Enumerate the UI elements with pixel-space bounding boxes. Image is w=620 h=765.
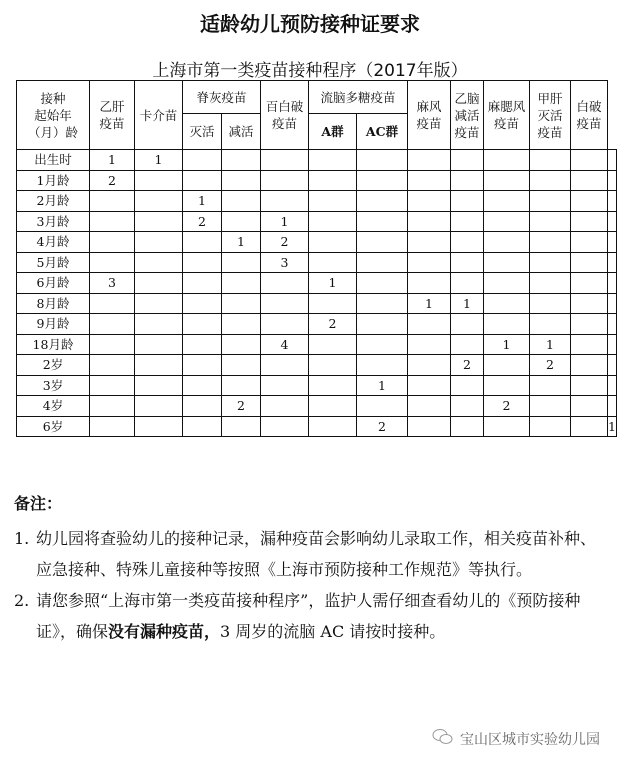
dose-cell <box>135 416 183 437</box>
table-title: 上海市第一类疫苗接种程序（2017年版） <box>152 61 468 81</box>
dose-cell <box>608 191 617 212</box>
dose-cell: 3 <box>90 273 135 294</box>
dose-cell <box>571 293 608 314</box>
dose-cell: 1 <box>451 293 484 314</box>
dose-cell <box>408 334 451 355</box>
age-cell: 6岁 <box>17 416 90 437</box>
dose-cell <box>451 252 484 273</box>
dose-cell <box>357 211 408 232</box>
dose-cell <box>530 170 571 191</box>
table-row <box>17 293 617 314</box>
dose-cell <box>530 211 571 232</box>
column-subheader: 减活 <box>222 114 261 150</box>
dose-cell <box>484 170 530 191</box>
table-row <box>17 355 617 376</box>
dose-cell <box>484 273 530 294</box>
table-row <box>17 211 617 232</box>
dose-cell <box>309 293 357 314</box>
dose-cell: 4 <box>261 334 309 355</box>
note-text <box>36 585 610 647</box>
dose-cell <box>261 150 309 171</box>
dose-cell <box>222 334 261 355</box>
dose-cell <box>571 416 608 437</box>
dose-cell <box>357 293 408 314</box>
dose-cell: 1 <box>608 416 617 437</box>
dose-cell <box>357 252 408 273</box>
dose-cell <box>484 375 530 396</box>
page-title: 适龄幼儿预防接种证要求 <box>200 12 420 36</box>
dose-cell <box>451 314 484 335</box>
dose-cell <box>183 416 222 437</box>
dose-cell <box>135 334 183 355</box>
age-cell: 18月龄 <box>17 334 90 355</box>
dose-cell <box>309 355 357 376</box>
dose-cell <box>135 293 183 314</box>
dose-cell <box>408 150 451 171</box>
dose-cell <box>357 232 408 253</box>
dose-cell <box>135 211 183 232</box>
age-cell: 4岁 <box>17 396 90 417</box>
dose-cell <box>183 293 222 314</box>
dose-cell <box>451 170 484 191</box>
age-cell: 9月龄 <box>17 314 90 335</box>
dose-cell <box>135 314 183 335</box>
dose-cell <box>135 191 183 212</box>
note-item <box>14 585 610 647</box>
age-cell: 4月龄 <box>17 232 90 253</box>
dose-cell <box>261 314 309 335</box>
dose-cell <box>608 170 617 191</box>
dose-cell <box>357 396 408 417</box>
column-header: 麻腮风 疫苗 <box>484 81 530 150</box>
wechat-icon <box>432 728 454 750</box>
dose-cell: 2 <box>357 416 408 437</box>
dose-cell <box>408 232 451 253</box>
dose-cell <box>183 170 222 191</box>
dose-cell <box>451 396 484 417</box>
dose-cell <box>451 211 484 232</box>
age-cell: 1月龄 <box>17 170 90 191</box>
note-text-pre: 请您参照“上海市第一类疫苗接种程序”，监护人需仔细查看幼儿的《预防接种证》，确保 <box>36 591 581 641</box>
column-header: 麻风 疫苗 <box>408 81 451 150</box>
age-cell: 出生时 <box>17 150 90 171</box>
dose-cell <box>530 396 571 417</box>
dose-cell <box>135 252 183 273</box>
column-subheader: 灭活 <box>183 114 222 150</box>
dose-cell <box>571 314 608 335</box>
dose-cell <box>183 355 222 376</box>
dose-cell <box>530 232 571 253</box>
dose-cell <box>571 273 608 294</box>
dose-cell <box>571 355 608 376</box>
dose-cell <box>90 211 135 232</box>
dose-cell <box>571 150 608 171</box>
dose-cell <box>608 293 617 314</box>
dose-cell <box>309 232 357 253</box>
dose-cell <box>608 150 617 171</box>
dose-cell <box>183 273 222 294</box>
dose-cell <box>484 150 530 171</box>
dose-cell <box>608 334 617 355</box>
dose-cell <box>183 232 222 253</box>
dose-cell <box>571 396 608 417</box>
dose-cell: 1 <box>222 232 261 253</box>
age-cell: 2岁 <box>17 355 90 376</box>
dose-cell <box>608 314 617 335</box>
dose-cell <box>408 355 451 376</box>
dose-cell <box>222 293 261 314</box>
dose-cell <box>484 314 530 335</box>
dose-cell <box>222 375 261 396</box>
dose-cell <box>90 293 135 314</box>
note-text-post: 3 周岁的流脑 AC 请按时接种。 <box>220 622 446 641</box>
dose-cell <box>451 150 484 171</box>
table-row <box>17 416 617 437</box>
dose-cell <box>90 375 135 396</box>
dose-cell: 1 <box>357 375 408 396</box>
dose-cell <box>530 273 571 294</box>
dose-cell <box>571 211 608 232</box>
dose-cell <box>183 150 222 171</box>
column-header: 乙肝 疫苗 <box>90 81 135 150</box>
dose-cell <box>451 191 484 212</box>
dose-cell <box>309 252 357 273</box>
dose-cell <box>222 314 261 335</box>
column-subheader: A群 <box>309 114 357 150</box>
dose-cell <box>135 355 183 376</box>
table-row <box>17 150 617 171</box>
dose-cell <box>530 191 571 212</box>
dose-cell <box>90 334 135 355</box>
dose-cell <box>222 170 261 191</box>
dose-cell: 2 <box>484 396 530 417</box>
dose-cell <box>484 211 530 232</box>
dose-cell <box>309 191 357 212</box>
dose-cell <box>309 170 357 191</box>
dose-cell <box>135 170 183 191</box>
dose-cell <box>408 396 451 417</box>
header-age: 接种 起始年 （月）龄 <box>17 81 90 150</box>
dose-cell <box>608 273 617 294</box>
dose-cell: 1 <box>309 273 357 294</box>
dose-cell <box>222 252 261 273</box>
dose-cell <box>484 191 530 212</box>
dose-cell <box>261 191 309 212</box>
dose-cell <box>451 334 484 355</box>
age-cell: 5月龄 <box>17 252 90 273</box>
dose-cell <box>571 232 608 253</box>
dose-cell <box>357 150 408 171</box>
dose-cell <box>357 170 408 191</box>
column-subheader: AC群 <box>357 114 408 150</box>
dose-cell <box>261 396 309 417</box>
dose-cell <box>261 355 309 376</box>
dose-cell <box>90 232 135 253</box>
dose-cell <box>530 150 571 171</box>
dose-cell <box>484 252 530 273</box>
notes <box>14 488 610 647</box>
dose-cell <box>408 416 451 437</box>
dose-cell <box>309 396 357 417</box>
dose-cell <box>261 293 309 314</box>
note-number: 1. <box>14 529 30 548</box>
dose-cell <box>571 252 608 273</box>
dose-cell <box>135 232 183 253</box>
note-text: 幼儿园将查验幼儿的接种记录，漏种疫苗会影响幼儿录取工作，相关疫苗补种、应急接种、特殊儿童接种等按照《上海市预防接种工作规范》等执行。 <box>36 529 597 579</box>
dose-cell <box>608 211 617 232</box>
dose-cell: 1 <box>484 334 530 355</box>
dose-cell <box>90 416 135 437</box>
dose-cell <box>530 416 571 437</box>
dose-cell <box>90 396 135 417</box>
dose-cell <box>484 416 530 437</box>
dose-cell <box>408 211 451 232</box>
dose-cell: 1 <box>183 191 222 212</box>
dose-cell <box>608 396 617 417</box>
dose-cell <box>608 375 617 396</box>
column-header: 脊灰疫苗 <box>183 81 261 114</box>
dose-cell <box>261 273 309 294</box>
account-name: 宝山区城市实验幼儿园 <box>460 732 600 748</box>
dose-cell <box>608 232 617 253</box>
dose-cell <box>530 252 571 273</box>
note-number: 2. <box>14 591 30 610</box>
dose-cell <box>309 334 357 355</box>
dose-cell <box>408 314 451 335</box>
dose-cell <box>608 252 617 273</box>
dose-cell <box>183 396 222 417</box>
age-cell: 3月龄 <box>17 211 90 232</box>
dose-cell <box>530 293 571 314</box>
dose-cell <box>608 355 617 376</box>
dose-cell <box>222 416 261 437</box>
dose-cell <box>451 375 484 396</box>
dose-cell <box>357 355 408 376</box>
note-text-bold: 没有漏种疫苗， <box>108 622 221 641</box>
dose-cell: 1 <box>408 293 451 314</box>
table-row <box>17 170 617 191</box>
dose-cell <box>484 355 530 376</box>
column-header: 流脑多糖疫苗 <box>309 81 408 114</box>
dose-cell <box>135 273 183 294</box>
column-header: 甲肝 灭活 疫苗 <box>530 81 571 150</box>
dose-cell <box>357 334 408 355</box>
dose-cell <box>222 211 261 232</box>
dose-cell <box>530 314 571 335</box>
dose-cell <box>309 416 357 437</box>
dose-cell: 2 <box>90 170 135 191</box>
dose-cell <box>571 170 608 191</box>
dose-cell <box>451 232 484 253</box>
note-item <box>14 523 610 585</box>
dose-cell <box>309 211 357 232</box>
dose-cell: 3 <box>261 252 309 273</box>
dose-cell <box>408 252 451 273</box>
dose-cell <box>183 375 222 396</box>
age-cell: 8月龄 <box>17 293 90 314</box>
dose-cell: 2 <box>222 396 261 417</box>
notes-heading: 备注： <box>14 494 63 513</box>
dose-cell: 2 <box>451 355 484 376</box>
table-row <box>17 396 617 417</box>
dose-cell <box>261 416 309 437</box>
dose-cell <box>408 170 451 191</box>
dose-cell <box>261 375 309 396</box>
age-cell: 6月龄 <box>17 273 90 294</box>
dose-cell: 1 <box>90 150 135 171</box>
table-row <box>17 273 617 294</box>
dose-cell: 1 <box>261 211 309 232</box>
table-row <box>17 232 617 253</box>
dose-cell <box>183 334 222 355</box>
table-row <box>17 252 617 273</box>
column-header: 乙脑 减活 疫苗 <box>451 81 484 150</box>
dose-cell <box>484 293 530 314</box>
column-header: 百白破 疫苗 <box>261 81 309 150</box>
age-cell: 3岁 <box>17 375 90 396</box>
dose-cell <box>357 273 408 294</box>
dose-cell <box>571 191 608 212</box>
dose-cell <box>408 191 451 212</box>
dose-cell <box>135 396 183 417</box>
dose-cell <box>309 375 357 396</box>
dose-cell: 2 <box>183 211 222 232</box>
dose-cell <box>451 273 484 294</box>
vaccine-schedule-table <box>16 80 617 437</box>
dose-cell <box>408 273 451 294</box>
dose-cell: 2 <box>530 355 571 376</box>
dose-cell <box>183 314 222 335</box>
column-header: 卡介苗 <box>135 81 183 150</box>
dose-cell <box>222 191 261 212</box>
dose-cell <box>90 355 135 376</box>
dose-cell <box>484 232 530 253</box>
table-row <box>17 191 617 212</box>
column-header: 白破 疫苗 <box>571 81 608 150</box>
table-row <box>17 334 617 355</box>
dose-cell <box>183 252 222 273</box>
dose-cell <box>408 375 451 396</box>
dose-cell <box>309 150 357 171</box>
dose-cell: 2 <box>309 314 357 335</box>
dose-cell <box>530 375 571 396</box>
dose-cell: 1 <box>530 334 571 355</box>
table-row <box>17 375 617 396</box>
dose-cell <box>571 334 608 355</box>
dose-cell <box>135 375 183 396</box>
dose-cell: 1 <box>135 150 183 171</box>
dose-cell <box>90 252 135 273</box>
age-cell: 2月龄 <box>17 191 90 212</box>
dose-cell <box>222 355 261 376</box>
dose-cell <box>357 314 408 335</box>
footer <box>432 728 600 750</box>
dose-cell <box>357 191 408 212</box>
dose-cell <box>451 416 484 437</box>
dose-cell <box>261 170 309 191</box>
dose-cell <box>90 191 135 212</box>
dose-cell <box>222 150 261 171</box>
dose-cell <box>222 273 261 294</box>
dose-cell <box>571 375 608 396</box>
table-row <box>17 314 617 335</box>
dose-cell: 2 <box>261 232 309 253</box>
dose-cell <box>90 314 135 335</box>
